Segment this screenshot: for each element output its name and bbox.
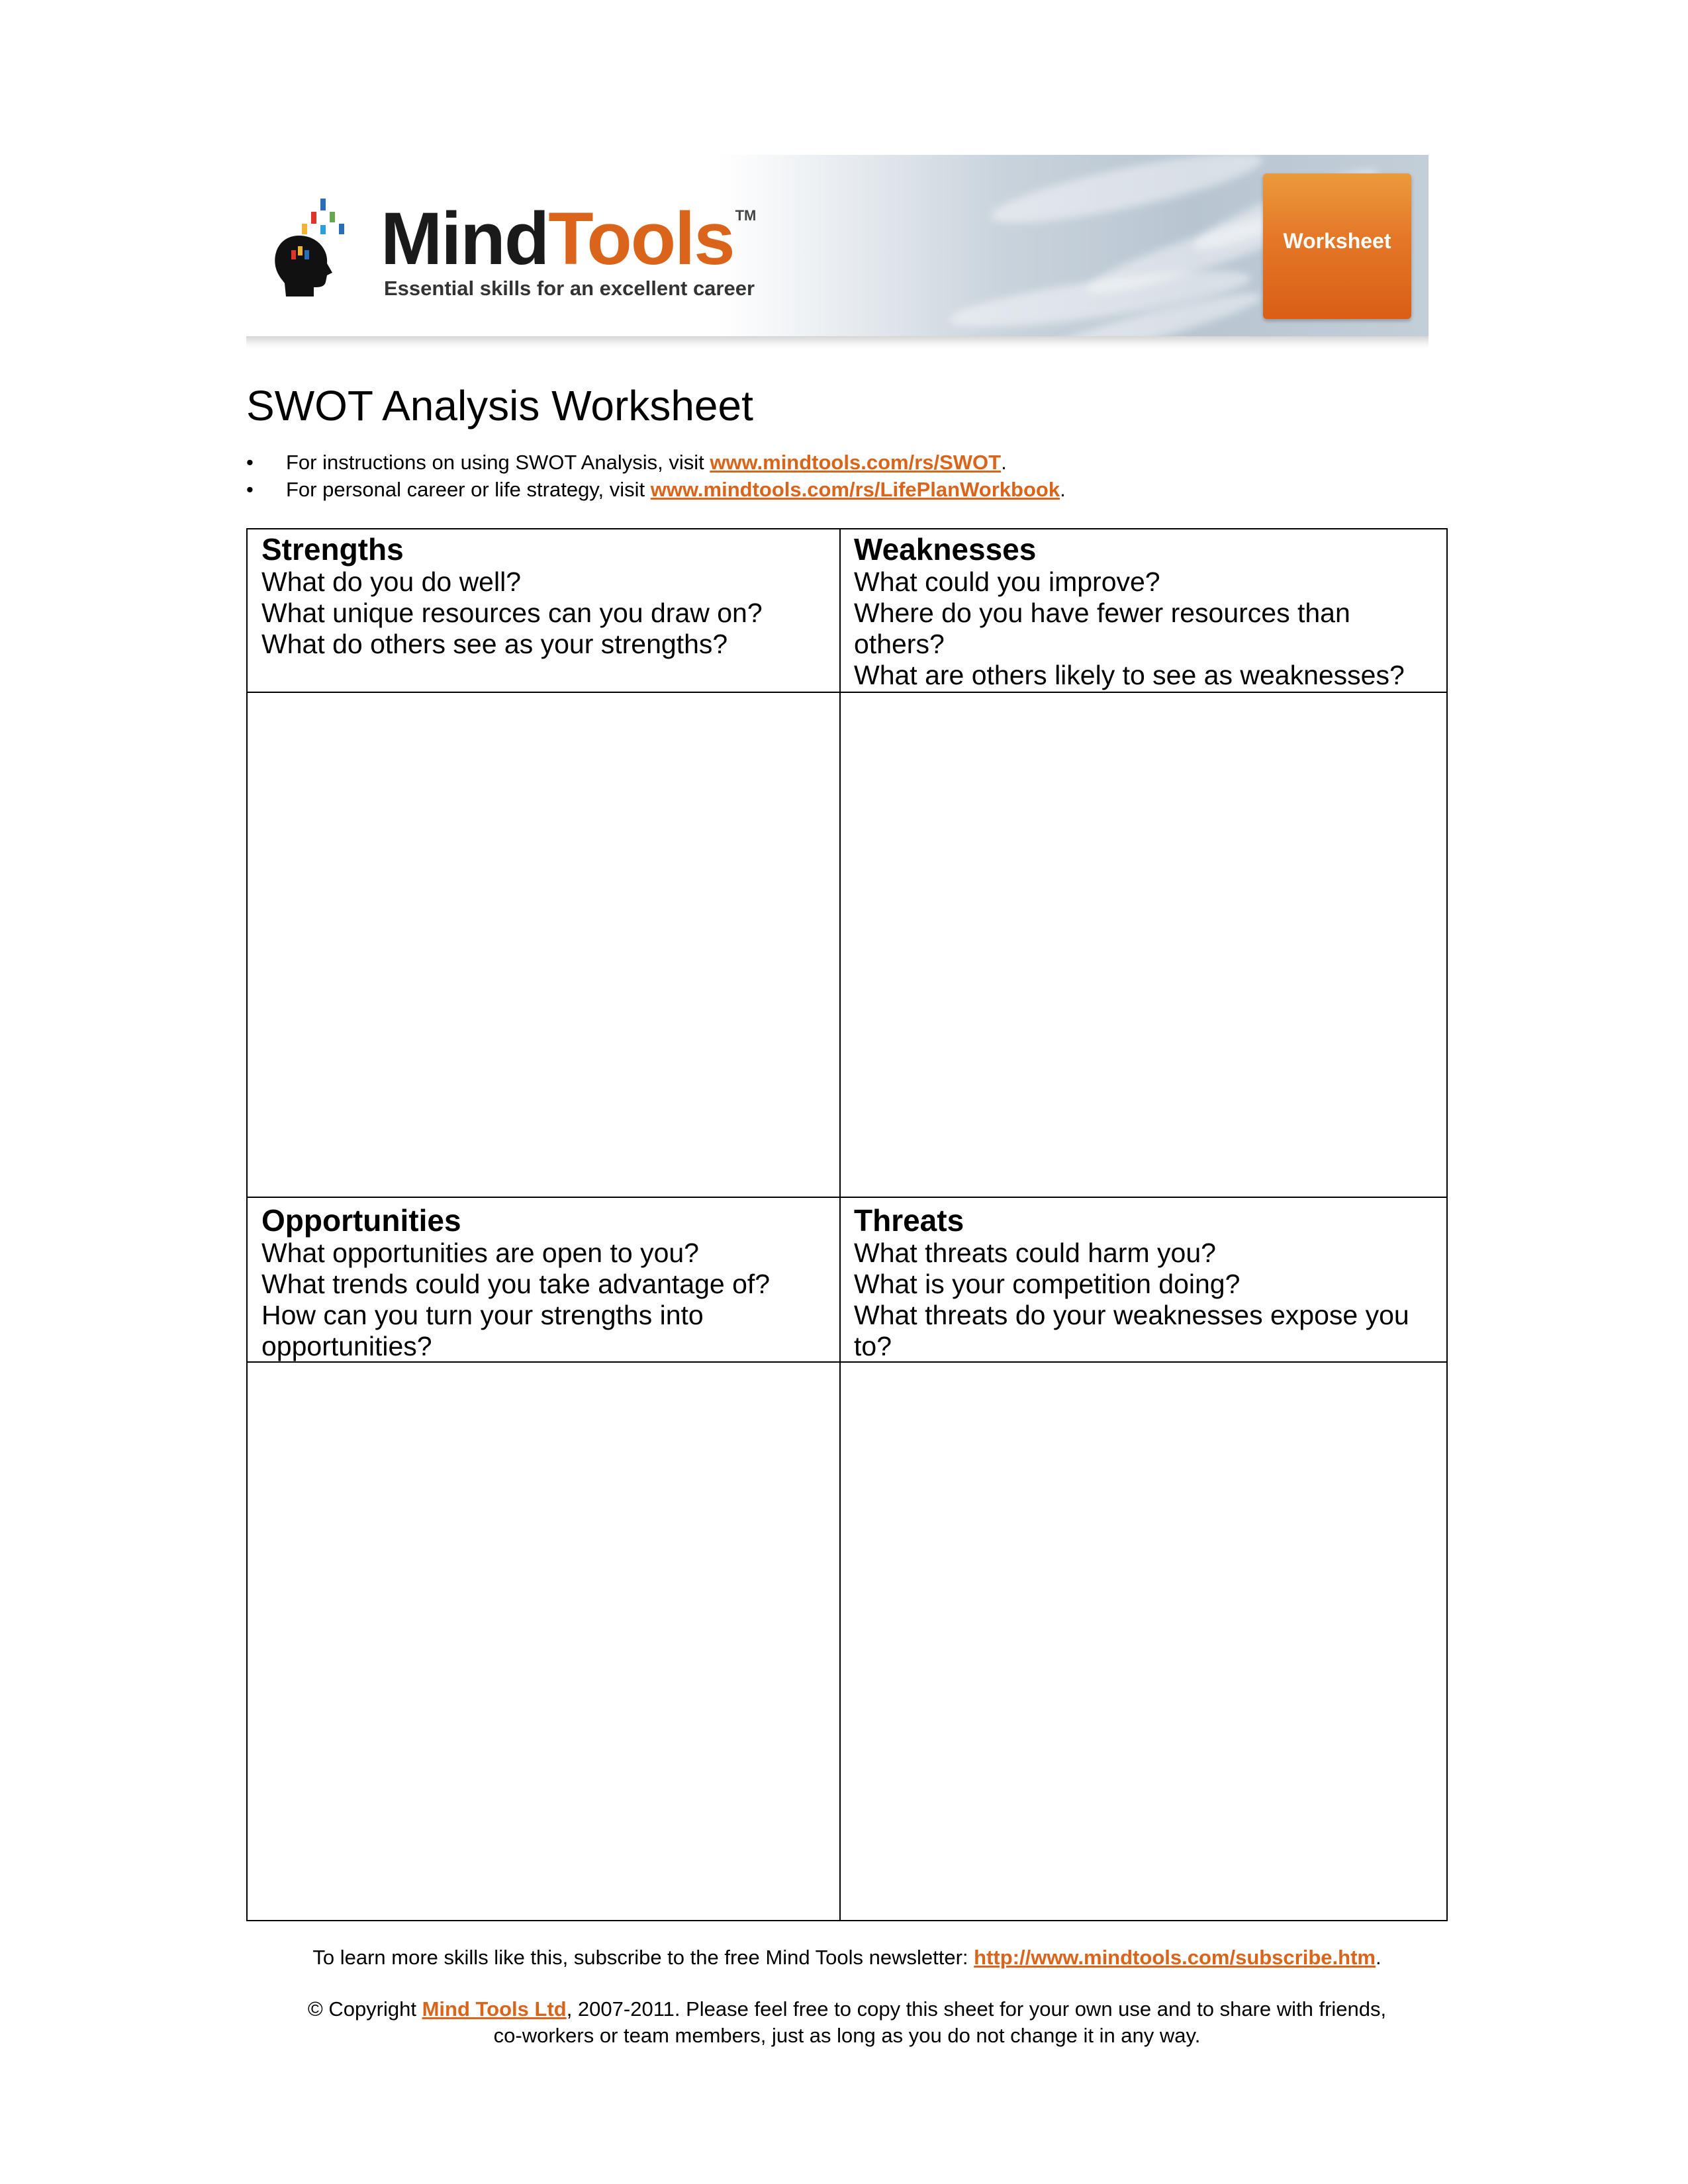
logo-trademark: TM [735,207,757,224]
threats-question: to? [854,1331,892,1361]
page-title: SWOT Analysis Worksheet [246,382,753,430]
strengths-answer-area[interactable] [248,693,839,1197]
newsletter-note [246,1946,1448,1970]
logo-tools: Tools [548,197,734,280]
weaknesses-heading: Weaknesses [854,532,1037,567]
head-logo-icon [273,197,352,296]
opportunities-question: How can you turn your strengths into [261,1300,704,1330]
copyright-note [246,1996,1448,2049]
weaknesses-question: What are others likely to see as weaknesses? [854,660,1405,690]
strengths-question: What do you do well? [261,567,522,597]
strengths-question: What do others see as your strengths? [261,629,728,659]
instruction-text: For instructions on using SWOT Analysis, visit [286,451,710,474]
threats-header [854,1203,1409,1362]
opportunities-answer-area[interactable] [248,1363,839,1920]
logo-mind: Mind [381,197,549,280]
threats-question: What threats could harm you? [854,1238,1216,1268]
mindtools-logo-wordmark [381,197,757,280]
weaknesses-header [854,532,1405,691]
opportunities-heading: Opportunities [261,1203,461,1238]
copyright-line-2: co-workers or team members, just as long as you do not change it in any way. [493,2024,1201,2047]
strengths-heading: Strengths [261,532,404,567]
instruction-item [246,449,1066,476]
threats-question: What threats do your weaknesses expose you [854,1300,1409,1330]
newsletter-link[interactable]: http://www.mindtools.com/subscribe.htm [974,1946,1376,1969]
weaknesses-question: others? [854,629,945,659]
instruction-item [246,476,1066,503]
instruction-text: For personal career or life strategy, visit [286,478,651,501]
instruction-suffix: . [1001,451,1007,474]
weaknesses-answer-area[interactable] [841,693,1446,1197]
life-plan-workbook-link[interactable]: www.mindtools.com/rs/LifePlanWorkbook [650,478,1060,501]
banner-shadow [246,336,1429,348]
threats-question: What is your competition doing? [854,1269,1241,1299]
worksheet-badge-label: Worksheet [1283,228,1391,253]
strengths-header [261,532,763,660]
strengths-question: What unique resources can you draw on? [261,598,763,628]
weaknesses-question: Where do you have fewer resources than [854,598,1350,628]
newsletter-text: To learn more skills like this, subscribe to the free Mind Tools newsletter: [312,1946,974,1969]
newsletter-suffix: . [1375,1946,1382,1969]
opportunities-question: What trends could you take advantage of? [261,1269,771,1299]
threats-heading: Threats [854,1203,964,1238]
instruction-suffix: . [1060,478,1066,501]
opportunities-question: opportunities? [261,1331,432,1361]
mind-tools-ltd-link[interactable]: Mind Tools Ltd [422,1997,567,2021]
grid-divider-middle [246,1197,1448,1198]
opportunities-header [261,1203,770,1362]
opportunities-question: What opportunities are open to you? [261,1238,699,1268]
swot-instructions-link[interactable]: www.mindtools.com/rs/SWOT [710,451,1002,474]
logo-tagline: Essential skills for an excellent career [384,277,755,300]
instruction-list [246,449,1066,503]
threats-answer-area[interactable] [841,1363,1446,1920]
copyright-line-1 [246,1996,1448,2023]
copyright-text: , 2007-2011. Please feel free to copy this sheet for your own use and to share with friends, [566,1997,1387,2021]
worksheet-badge [1263,173,1411,319]
weaknesses-question: What could you improve? [854,567,1160,597]
copyright-prefix: © Copyright [307,1997,422,2021]
